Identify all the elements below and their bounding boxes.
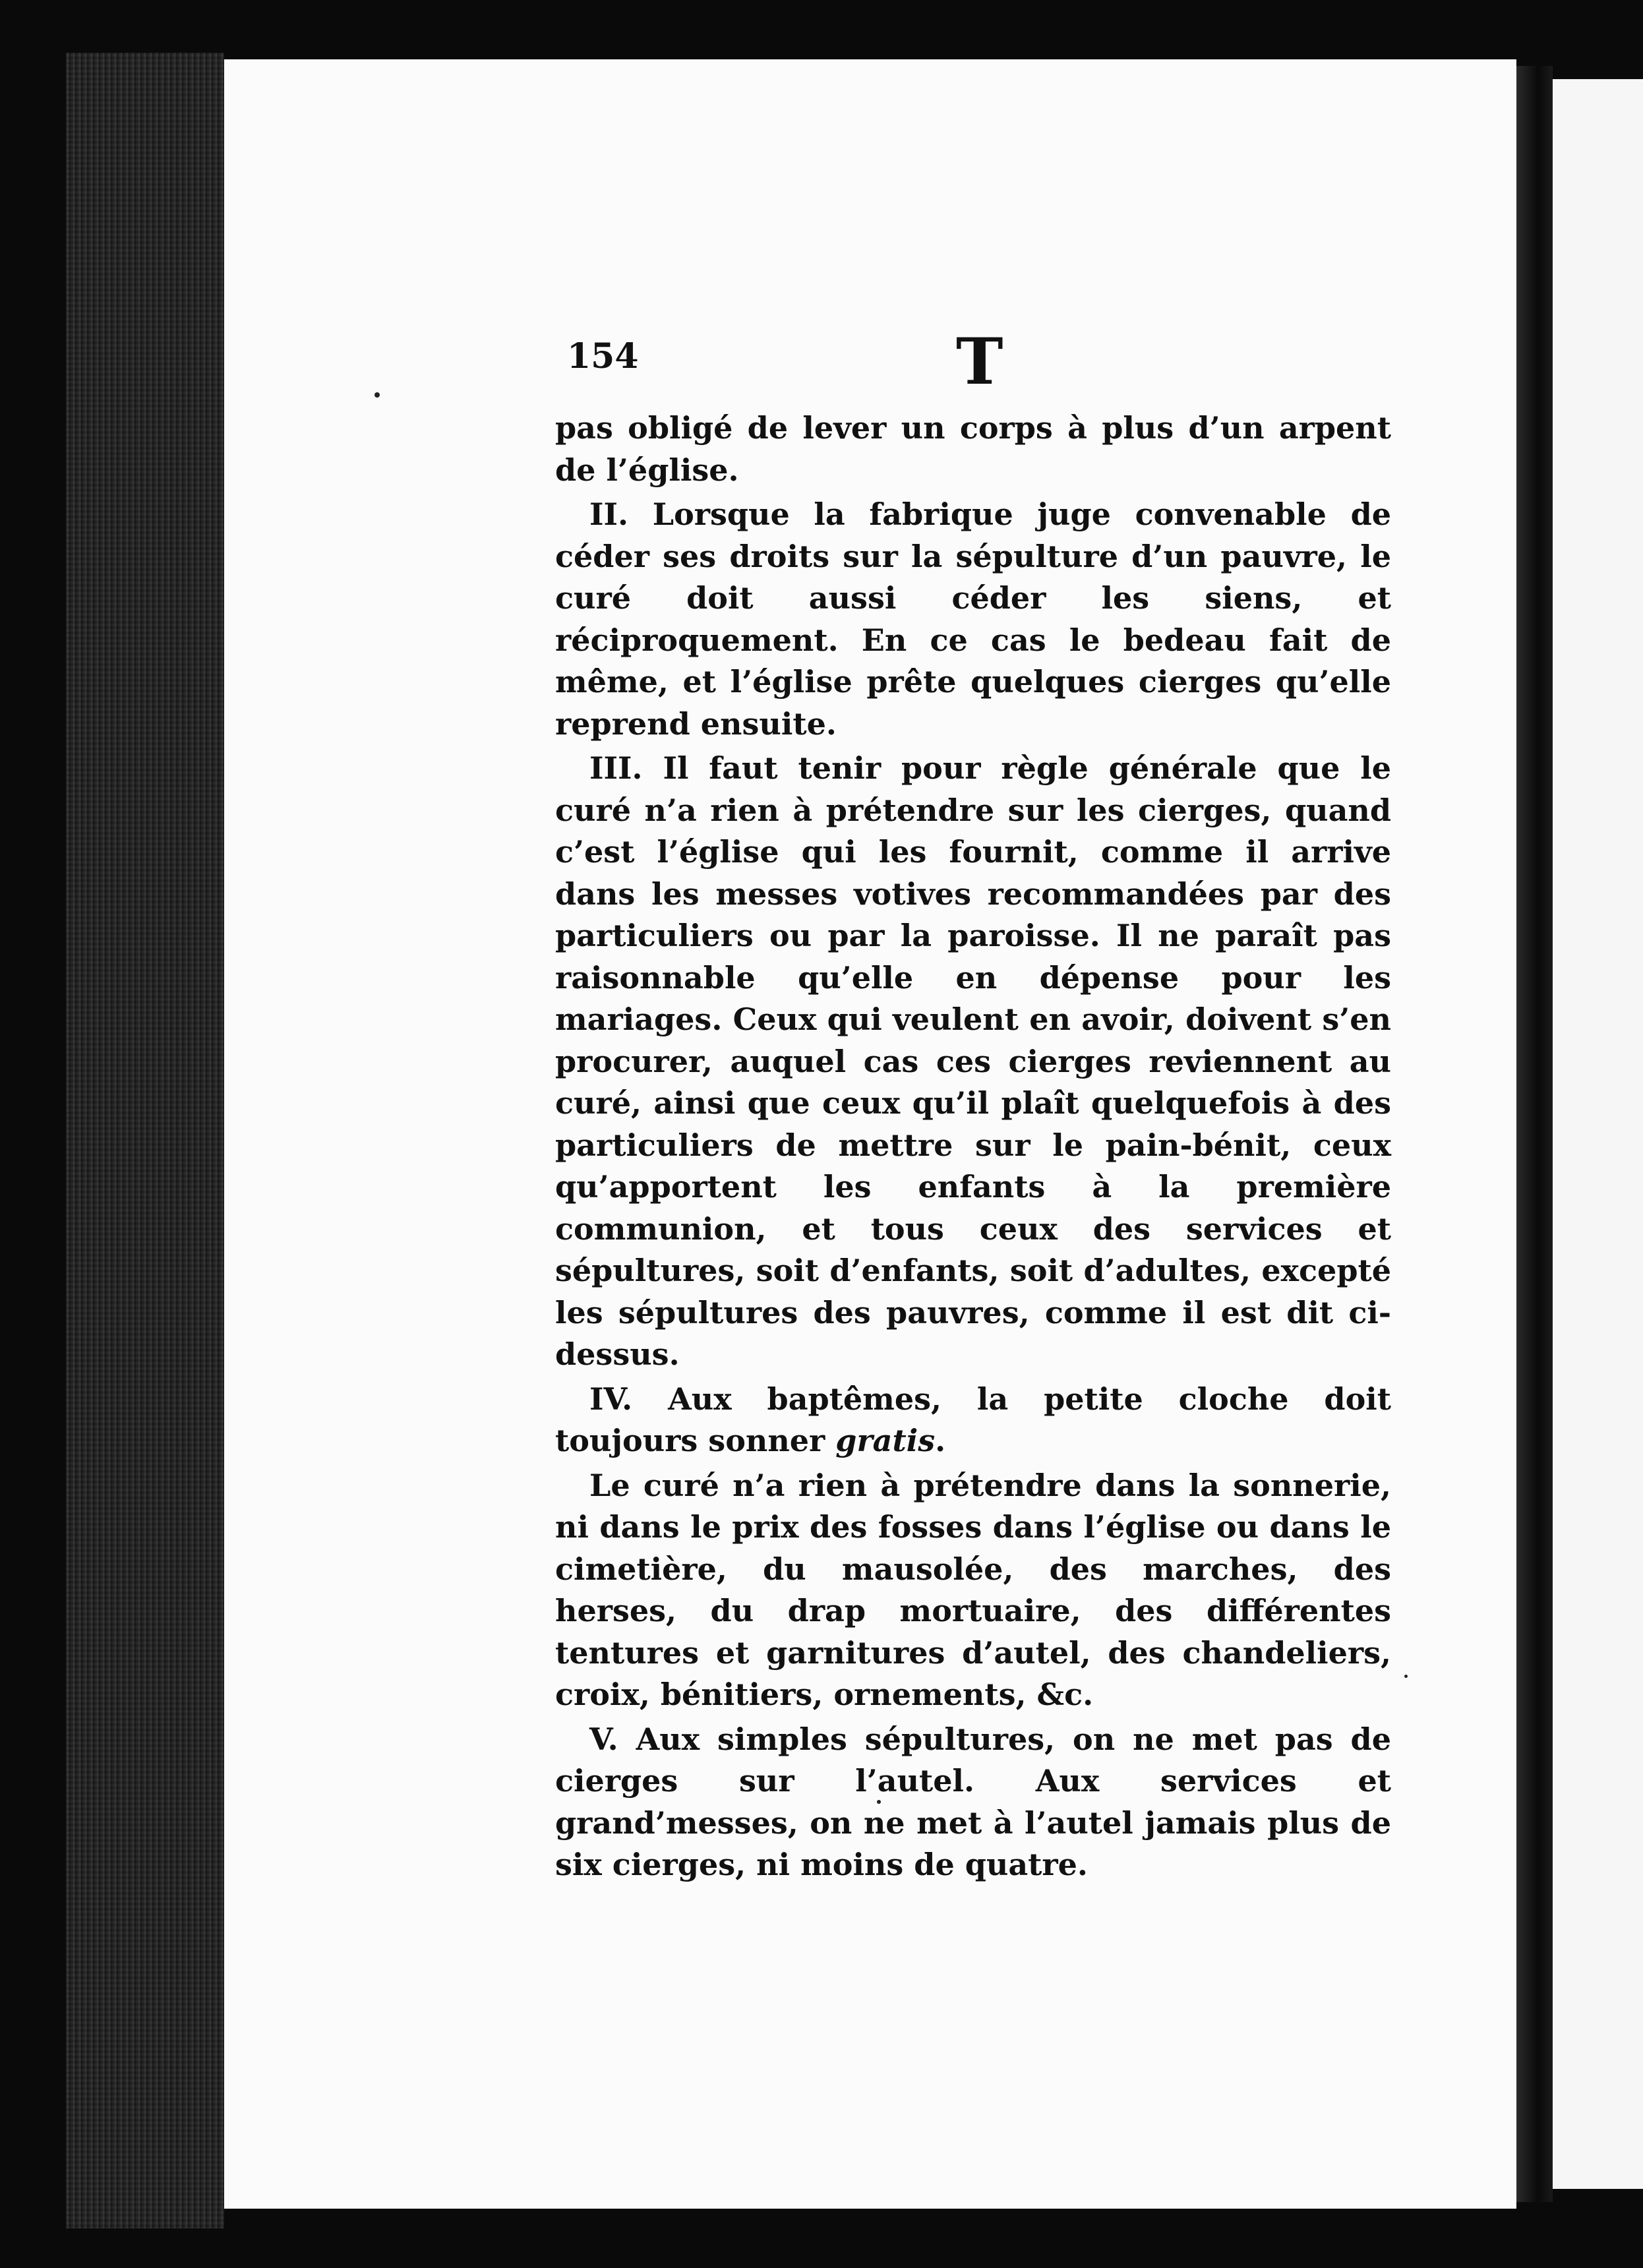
paragraph-iv-end: . xyxy=(935,1423,946,1458)
paragraph-continuation: pas obligé de lever un corps à plus d’un arpent de l’église. xyxy=(555,410,1391,488)
paragraph-iv xyxy=(555,1379,1391,1462)
paragraph-cure-rights: Le curé n’a rien à prétendre dans la sonnerie, ni dans le prix des fosses dans l’église ou dans le cimetière, du mausolée, des marches, des herses, du drap mortuaire, des différentes tentures et garnitures d’autel, des chandeliers, croix, bénitiers, ornements, &c. xyxy=(555,1467,1391,1712)
page-edge-shadow xyxy=(1516,66,1553,2202)
section-letter: T xyxy=(956,324,1006,399)
page-header xyxy=(567,324,1391,399)
paragraph-iv-italic: gratis xyxy=(835,1423,936,1458)
paragraph-ii: II. Lorsque la fabrique juge convenable de céder ses droits sur la sépulture d’un pauvre, le curé doit aussi céder les siens, et réciproquement. En ce cas le bedeau fait de même, et l’église prête quelques cierges qu’elle reprend ensuite. xyxy=(555,496,1391,742)
next-page-sliver xyxy=(1553,79,1643,2189)
paragraph-iii: III. Il faut tenir pour règle générale que le curé n’a rien à prétendre sur les cierges, quand c’est l’église qui les fournit, comme il arrive dans les messes votives recommandées par des particuliers ou par la paroisse. Il ne paraît pas raisonnable qu’elle en dépense pour les mariages. Ceux qui veulent en avoir, doivent s’en procurer, auquel cas ces cierges reviennent au curé, ainsi que ceux qu’il plaît quelquefois à des particuliers de mettre sur le pain-bénit, ceux qu’apportent les enfants à la première communion, et tous ceux des services et sépultures, soit d’enfants, soit d’adultes, excepté les sépultures des pauvres, comme il est dit ci-dessus. xyxy=(555,750,1391,1372)
body-text xyxy=(555,407,1391,1889)
paragraph-iv-text: IV. Aux baptêmes, la petite cloche doit toujours sonner xyxy=(555,1381,1391,1458)
book-binding xyxy=(66,53,224,2228)
paragraph-v: V. Aux simples sépultures, on ne met pas de cierges sur l’autel. Aux services et grand’messes, on ne met à l’autel jamais plus de six cierges, ni moins de quatre. xyxy=(555,1721,1391,1882)
page-number: 154 xyxy=(567,336,639,376)
